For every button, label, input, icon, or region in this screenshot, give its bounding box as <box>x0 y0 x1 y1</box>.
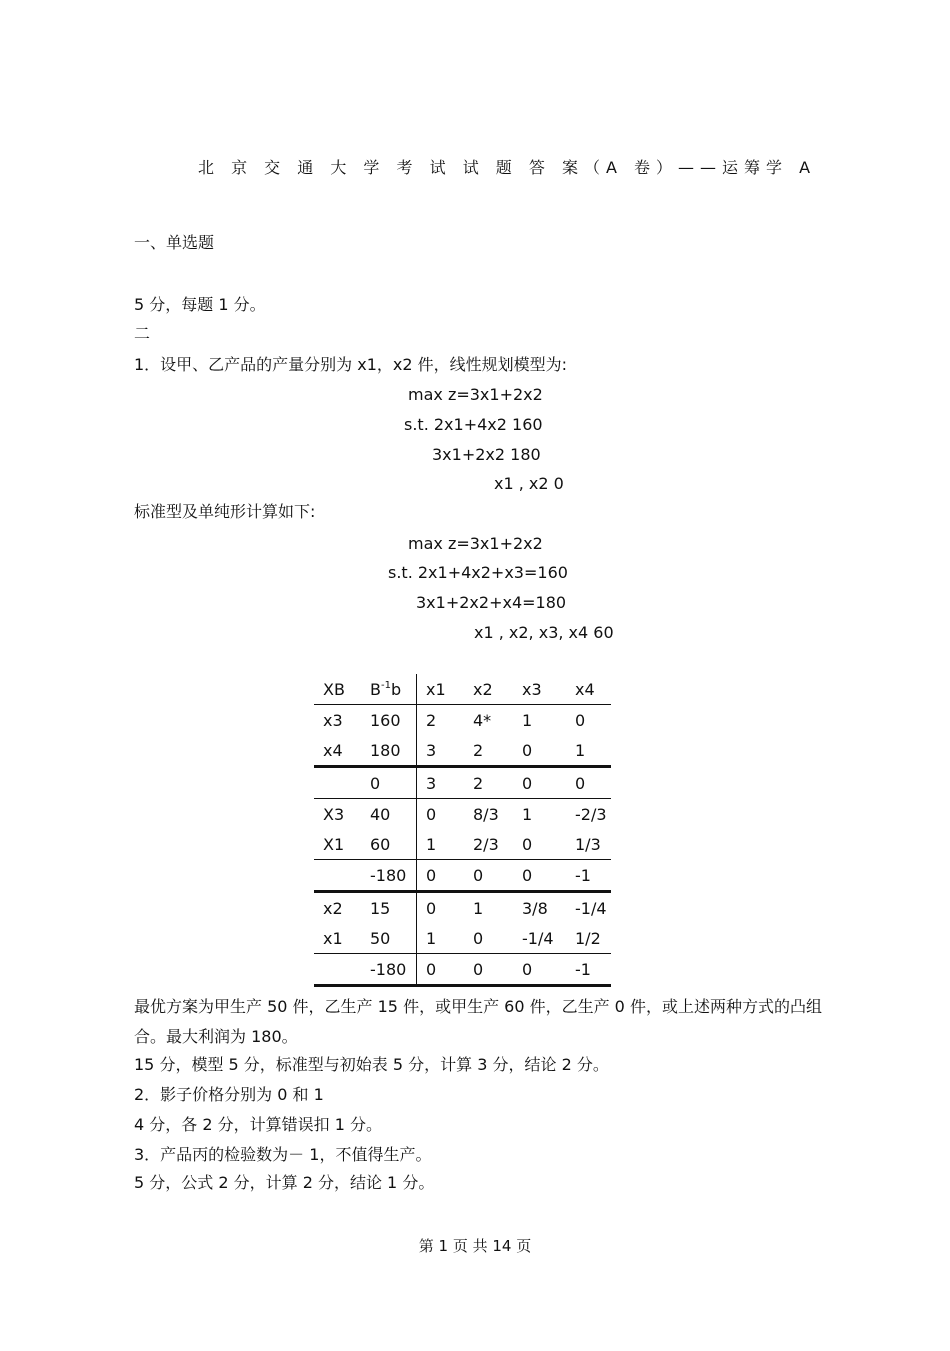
cell-rhs: -180 <box>361 860 417 892</box>
cell: 2 <box>473 740 484 760</box>
cell-basis: X1 <box>323 834 345 854</box>
header-xb: XB <box>323 679 345 699</box>
cell: 1 <box>426 928 437 948</box>
cell: 0 <box>417 954 465 986</box>
tableau-row <box>314 829 611 860</box>
cell: 4* <box>464 705 513 736</box>
tableau-header <box>314 674 611 705</box>
tableau-row-objective <box>314 767 611 799</box>
question1-intro: 1．设甲、乙产品的产量分别为 x1，x2 件，线性规划模型为: <box>134 355 568 374</box>
tableau-row-objective <box>314 954 611 986</box>
cell: 1/3 <box>575 834 601 854</box>
cell: 0 <box>566 767 611 799</box>
cell-rhs: 0 <box>361 767 417 799</box>
cell-basis <box>314 954 361 986</box>
cell: 3/8 <box>513 892 566 924</box>
model-constraint-2: 3x1+2x2 180 <box>432 445 541 464</box>
std-nonnegativity: x1 , x2, x3, x4 60 <box>474 623 614 642</box>
cell: -2/3 <box>566 799 611 830</box>
cell: 0 <box>473 928 484 948</box>
cell: 0 <box>513 767 566 799</box>
cell: 0 <box>522 740 533 760</box>
header-binv-b: $B^{-1}b$ <box>361 674 417 705</box>
cell-rhs: 15 <box>361 892 417 924</box>
cell: 3 <box>417 767 465 799</box>
model-constraint-1: s.t. 2x1+4x2 160 <box>404 415 543 434</box>
cell: 0 <box>566 705 611 736</box>
cell: 8/3 <box>464 799 513 830</box>
model-nonnegativity: x1 , x2 0 <box>494 474 564 493</box>
section-heading-two: 二 <box>134 324 151 343</box>
cell: 0 <box>513 860 566 892</box>
cell: 1 <box>426 834 437 854</box>
page-footer: 第 1 页 共 14 页 <box>418 1237 532 1255</box>
cell: 1 <box>513 705 566 736</box>
cell: -1/4 <box>522 928 554 948</box>
cell-basis: x1 <box>323 928 343 948</box>
cell: 0 <box>464 860 513 892</box>
question3-answer: 3．产品丙的检验数为－ 1，不值得生产。 <box>134 1145 432 1164</box>
cell: 1 <box>513 799 566 830</box>
cell-rhs: 160 <box>361 705 417 736</box>
cell: 2 <box>464 767 513 799</box>
cell: 0 <box>417 799 465 830</box>
cell-basis: X3 <box>314 799 361 830</box>
question2-answer: 2．影子价格分别为 0 和 1 <box>134 1085 324 1104</box>
cell-rhs: 50 <box>361 923 417 954</box>
std-constraint-1: s.t. 2x1+4x2+x3=160 <box>388 563 568 582</box>
tableau-row <box>314 923 611 954</box>
section-heading-single-choice: 一、单选题 <box>134 233 215 252</box>
cell-basis: x3 <box>314 705 361 736</box>
question1-scoring: 15 分，模型 5 分，标准型与初始表 5 分，计算 3 分，结论 2 分。 <box>134 1055 609 1074</box>
cell: 1 <box>464 892 513 924</box>
optimal-solution-conclusion: 最优方案为甲生产 50 件，乙生产 15 件，或甲生产 60 件，乙生产 0 件，或上述两种方式的凸组合。最大利润为 180。 <box>134 997 822 1046</box>
tableau-row <box>314 735 611 767</box>
cell-rhs: -180 <box>361 954 417 986</box>
header-x4: x4 <box>575 679 595 699</box>
standard-form-intro: 标准型及单纯形计算如下: <box>134 502 316 521</box>
tableau-row <box>314 705 611 736</box>
header-x2: x2 <box>473 679 493 699</box>
question2-scoring: 4 分，各 2 分，计算错误扣 1 分。 <box>134 1115 382 1134</box>
cell: 2 <box>417 705 465 736</box>
cell: 0 <box>417 860 465 892</box>
cell: 0 <box>513 954 566 986</box>
cell-basis <box>314 767 361 799</box>
cell: 1/2 <box>575 928 601 948</box>
cell: -1/4 <box>566 892 611 924</box>
question3-scoring: 5 分，公式 2 分，计算 2 分，结论 1 分。 <box>134 1173 435 1192</box>
cell: 0 <box>417 892 465 924</box>
cell-basis <box>314 860 361 892</box>
simplex-tableau <box>314 674 611 987</box>
cell-basis: x2 <box>314 892 361 924</box>
page-title: 北 京 交 通 大 学 考 试 试 题 答 案（A 卷）——运筹学 A <box>198 158 817 177</box>
model-objective: max z=3x1+2x2 <box>408 385 543 404</box>
cell: -1 <box>566 954 611 986</box>
cell: -1 <box>566 860 611 892</box>
std-objective: max z=3x1+2x2 <box>408 534 543 553</box>
tableau-row <box>314 799 611 830</box>
cell-basis: x4 <box>323 740 343 760</box>
tableau-row-objective <box>314 860 611 892</box>
cell: 3 <box>426 740 437 760</box>
header-x1: x1 <box>426 679 446 699</box>
header-x3: x3 <box>522 679 542 699</box>
cell: 0 <box>522 834 533 854</box>
cell: 0 <box>464 954 513 986</box>
tableau-row <box>314 892 611 924</box>
section1-scoring: 5 分，每题 1 分。 <box>134 295 266 314</box>
cell: 2/3 <box>473 834 499 854</box>
cell-rhs: 180 <box>361 735 417 767</box>
cell-rhs: 60 <box>361 829 417 860</box>
cell: 1 <box>575 740 586 760</box>
cell-rhs: 40 <box>361 799 417 830</box>
std-constraint-2: 3x1+2x2+x4=180 <box>416 593 567 612</box>
